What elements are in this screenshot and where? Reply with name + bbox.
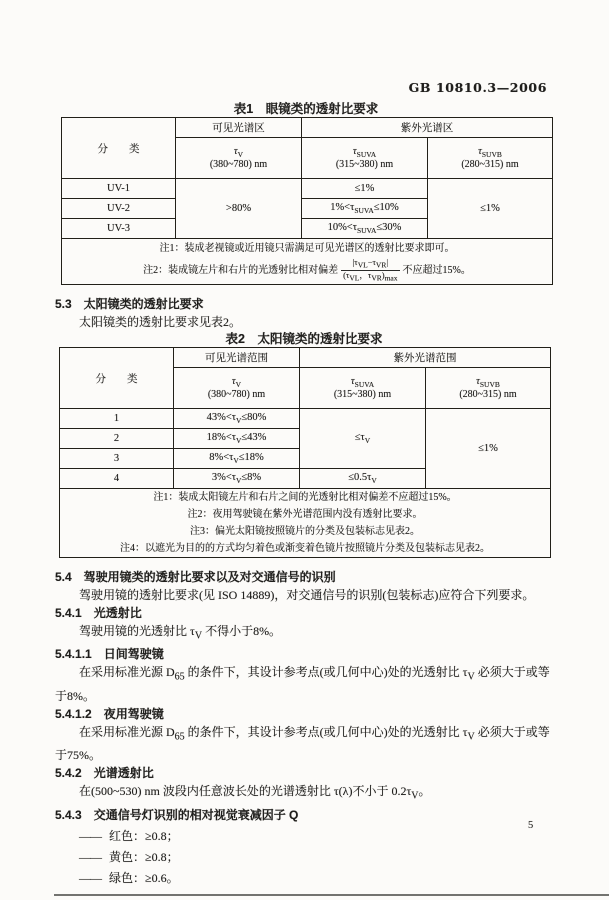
standard-number: GB 10810.3—2006	[408, 80, 547, 95]
table2-uvb-value: ≤1%	[426, 409, 551, 489]
table2-cat3-visible: $8\%<\tau_V\le 18\%$	[174, 449, 300, 469]
table1-notes	[62, 239, 553, 285]
table1-header-visible-group: 可见光谱区	[176, 118, 302, 138]
list-dash: ——	[79, 870, 101, 885]
table1-uv2-uva-value: $1\%<\tau_{SUVA}\le 10\%$	[302, 199, 428, 219]
table2-note1: 注1：装成太阳镜左片和右片之间的光透射比相对偏差不应超过15%。	[153, 492, 457, 503]
table1-note1: 注1：装成老视镜或近用镜只需满足可见光谱区的透射比要求即可。	[159, 243, 455, 254]
table2-cat4-visible: $3\%<\tau_V\le 8\%$	[174, 469, 300, 489]
scan-edge-line	[54, 894, 609, 896]
uva-range: (315~380) nm	[333, 389, 392, 401]
table2-title: 表2 太阳镜类的透射比要求	[225, 332, 383, 346]
signal-red-text: 红色：≥0.8；	[109, 828, 179, 843]
tv-symbol: $\tau_V$	[231, 375, 242, 390]
list-dash: ——	[79, 849, 101, 864]
clause-5-3-heading: 5.3 太阳镜类的透射比要求	[55, 297, 204, 311]
table2-header-uva	[300, 368, 426, 409]
list-dash: ——	[79, 828, 101, 843]
uvb-symbol: $\tau_{SUVB}$	[478, 145, 502, 160]
table2-header-uvb	[426, 368, 551, 409]
table2-header-uv-group: 紫外光谱范围	[300, 348, 551, 368]
table2-note2: 注2：夜用驾驶镜在紫外光谱范围内没有透射比要求。	[187, 509, 423, 520]
table2-header-visible-group: 可见光谱范围	[174, 348, 300, 368]
uvb-range: (280~315) nm	[461, 159, 519, 171]
table1-row-uv1	[62, 179, 553, 199]
clause-5-4-intro: 驾驶用镜的透射比要求(见 ISO 14889)，对交通信号的识别(包装标志)应符合下列要求。	[79, 588, 535, 602]
table2-header-tv	[174, 368, 300, 409]
table1-header-tv	[176, 138, 302, 179]
signal-yellow-text: 黄色：≥0.8；	[109, 849, 179, 864]
table2-header-classification: 分 类	[60, 348, 174, 409]
table1-uv1-uva-value: ≤1%	[302, 179, 428, 199]
uvb-range: (280~315) nm	[459, 389, 517, 401]
table2-sunglass-transmittance	[59, 347, 551, 558]
tv-range: (380~780) nm	[207, 389, 266, 401]
clause-5-4-1-1-heading: 5.4.1.1 日间驾驶镜	[55, 647, 164, 662]
signal-green-text: 绿色：≥0.6。	[109, 870, 179, 885]
table1-title: 表1 眼镜类的透射比要求	[233, 102, 379, 116]
table2-note3: 注3：偏光太阳镜按照镜片的分类及包装标志见表2。	[190, 526, 420, 537]
clause-5-4-3-heading: 5.4.3 交通信号灯识别的相对视觉衰减因子 Q	[55, 807, 299, 822]
clause-5-4-1-2-body: 在采用标准光源 $D_{65}$ 的条件下，其设计参考点(或几何中心)处的光透射比 $\tau_V$ 必须大于或等于75%。	[55, 724, 550, 763]
table2-cat3-label: 3	[60, 449, 174, 469]
table1-visible-value: >80%	[176, 179, 302, 239]
uvb-symbol: $\tau_{SUVB}$	[476, 375, 500, 390]
note2-fraction: $\frac{|\tau_{VL}-\tau_{VR}|}{(\tau_{VL},\tau_{VR})_{max}}$	[343, 257, 398, 283]
tv-range: (380~780) nm	[209, 159, 268, 171]
table2-cat1-visible: $43\%<\tau_V\le 80\%$	[174, 409, 300, 429]
clause-5-4-1-body: 驾驶用镜的光透射比 $\tau_V$ 不得小于8%。	[79, 624, 282, 642]
table2-cat2-label: 2	[60, 429, 174, 449]
table1-uv3-uva-value: $10\%<\tau_{SUVA}\le 30\%$	[302, 219, 428, 239]
signal-item-yellow	[79, 848, 561, 866]
table1-note2: 注2：装成镜左片和右片的光透射比相对偏差 $\frac{|\tau_{VL}-\tau_{VR}|}{(\tau_{VL},\tau_{VR})_{max}}$ 不应超过15%。	[143, 257, 471, 283]
table2-uva-cat4: $\le 0.5\tau_V$	[300, 469, 426, 489]
page-number: 5	[528, 820, 534, 831]
clause-5-4-1-2-heading: 5.4.1.2 夜用驾驶镜	[55, 706, 164, 721]
table1-spectacle-transmittance	[61, 117, 553, 285]
table2-uva-cat1to3: $\le\tau_V$	[300, 409, 426, 469]
table2-notes	[60, 489, 551, 558]
table1-header-classification: 分 类	[62, 118, 176, 179]
table1-uv1-label: UV-1	[62, 179, 176, 199]
tv-symbol: $\tau_V$	[233, 145, 244, 160]
table2-cat4-label: 4	[60, 469, 174, 489]
table1-header-uva	[302, 138, 428, 179]
table2-cat2-visible: $18\%<\tau_V\le 43\%$	[174, 429, 300, 449]
table2-row-cat1	[60, 409, 551, 429]
table1-uv2-label: UV-2	[62, 199, 176, 219]
table1-header-uvb	[428, 138, 553, 179]
table1-uvb-value: ≤1%	[428, 179, 553, 239]
clause-5-4-section	[55, 568, 561, 887]
clause-5-3-body: 太阳镜类的透射比要求见表2。	[79, 315, 242, 329]
clause-5-4-heading: 5.4 驾驶用镜类的透射比要求以及对交通信号的识别	[55, 570, 336, 584]
uva-symbol: $\tau_{SUVA}$	[350, 375, 375, 390]
table1-uv3-label: UV-3	[62, 219, 176, 239]
signal-item-red	[79, 827, 561, 845]
table2-cat1-label: 1	[60, 409, 174, 429]
clause-5-4-2-body: 在(500~530) nm 波段内任意波长处的光谱透射比 τ(λ)不小于 $0.2\tau_V$。	[79, 784, 431, 802]
signal-item-green	[79, 869, 561, 887]
clause-5-4-1-heading: 5.4.1 光透射比	[55, 606, 142, 620]
clause-5-4-1-1-body: 在采用标准光源 $D_{65}$ 的条件下，其设计参考点(或几何中心)处的光透射比 $\tau_V$ 必须大于或等于8%。	[55, 665, 550, 703]
uva-range: (315~380) nm	[335, 159, 394, 171]
table1-header-uv-group: 紫外光谱区	[302, 118, 553, 138]
clause-5-4-2-heading: 5.4.2 光谱透射比	[55, 766, 154, 781]
uva-symbol: $\tau_{SUVA}$	[352, 145, 377, 160]
table2-note4: 注4：以遮光为目的的方式均匀着色或渐变着色镜片按照镜片分类及包装标志见表2。	[120, 543, 490, 554]
